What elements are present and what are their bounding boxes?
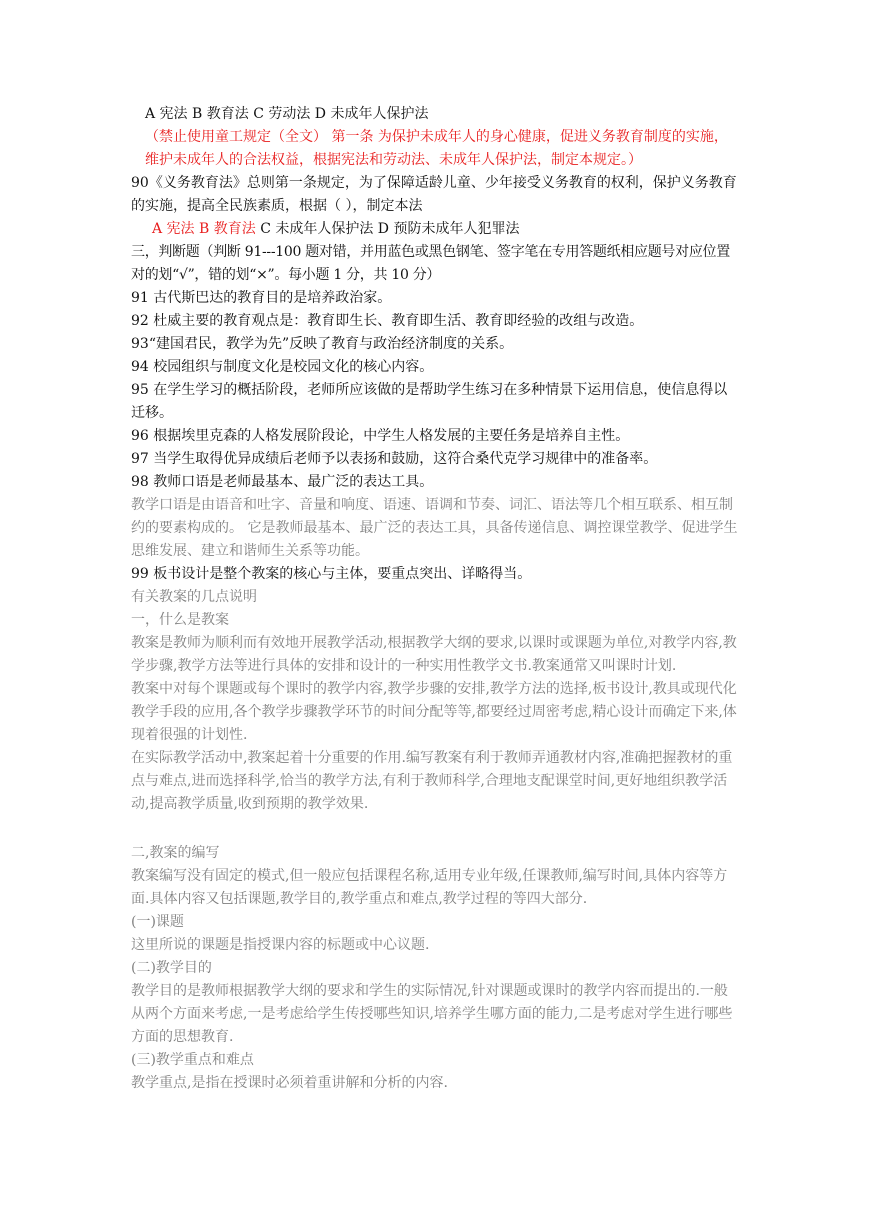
judgment-97: 97 当学生取得优异成绩后老师予以表扬和鼓励，这符合桑代克学习规律中的准备率。 [131,451,658,467]
judgment-99: 99 板书设计是整个教案的核心与主体，要重点突出、详略得当。 [131,566,532,582]
part2-heading: 二,教案的编写 [131,845,220,861]
q89-options: A 宪法 B 教育法 C 劳动法 D 未成年人保护法 [145,106,429,122]
sub2-text: 教学目的是教师根据教学大纲的要求和学生的实际情况,针对课题或课时的教学内容而提出的.一般从两个方面来考虑,一是考虑给学生传授哪些知识,培养学生哪方面的能力,二是考虑对学生进行哪些方面的思想教育. [131,983,733,1045]
part1-paragraph-1: 教案是教师为顺利而有效地开展教学活动,根据教学大纲的要求,以课时或课题为单位,对教学内容,教学步骤,教学方法等进行具体的安排和设计的一种实用性教学文书.教案通常又叫课时计划. [131,635,737,674]
judgment-93: 93“建国君民，教学为先”反映了教育与政治经济制度的关系。 [131,336,514,352]
judgment-94: 94 校园组织与制度文化是校园文化的核心内容。 [131,359,434,375]
judgment-98: 98 教师口语是老师最基本、最广泛的表达工具。 [131,474,434,490]
appendix-title: 有关教案的几点说明 [131,589,257,605]
judgment-98-note: 教学口语是由语音和吐字、音量和响度、语速、语调和节奏、词汇、语法等几个相互联系、相互制约的要素构成的。 它是教师最基本、最广泛的表达工具，具备传递信息、调控课堂教学、促进学生思维发展、建立和谐师生关系等功能。 [131,497,738,559]
judgment-96: 96 根据埃里克森的人格发展阶段论，中学生人格发展的主要任务是培养自主性。 [131,428,630,444]
sub2-heading: (二)教学目的 [131,960,212,976]
blank-line [131,816,741,842]
q90-question: 90《义务教育法》总则第一条规定，为了保障适龄儿童、少年接受义务教育的权利，保护义务教育的实施，提高全民族素质，根据（ ），制定本法 [131,175,737,214]
part1-paragraph-3: 在实际教学活动中,教案起着十分重要的作用.编写教案有利于教师弄通教材内容,准确把握教材的重点与难点,进而选择科学,恰当的教学方法,有利于教师科学,合理地支配课堂时间,更好地组织教学活动,提高教学质量,收到预期的教学效果. [131,750,733,812]
part1-heading: 一，什么是教案 [131,612,229,628]
section3-heading: 三，判断题（判断 91---100 题对错，并用蓝色或黑色钢笔、签字笔在专用答题纸相应题号对应位置对的划“√”，错的划“×”。每小题 1 分，共 10 分） [131,244,730,283]
sub1-heading: (一)课题 [131,914,184,930]
q90-answer-options: A 宪法 B 教育法 [152,221,256,237]
sub3-text: 教学重点,是指在授课时必须着重讲解和分析的内容. [131,1075,448,1091]
part2-paragraph-1: 教案编写没有固定的模式,但一般应包括课程名称,适用专业年级,任课教师,编写时间,具体内容等方面.具体内容又包括课题,教学目的,教学重点和难点,教学过程的等四大部分. [131,868,728,907]
judgment-92: 92 杜威主要的教育观点是：教育即生长、教育即生活、教育即经验的改组与改造。 [131,313,644,329]
q89-answer-note: （禁止使用童工规定（全文） 第一条 为保护未成年人的身心健康，促进义务教育制度的实施，维护未成年人的合法权益，根据宪法和劳动法、未成年人保护法，制定本规定。） [145,129,728,168]
sub1-text: 这里所说的课题是指授课内容的标题或中心议题. [131,937,430,953]
judgment-91: 91 古代斯巴达的教育目的是培养政治家。 [131,290,392,306]
q90-options [131,218,741,241]
part1-paragraph-2: 教案中对每个课题或每个课时的教学内容,教学步骤的安排,教学方法的选择,板书设计,教具或现代化教学手段的应用,各个教学步骤教学环节的时间分配等等,都要经过周密考虑,精心设计而确定下来,体现着很强的计划性. [131,681,737,743]
sub3-heading: (三)教学重点和难点 [131,1052,254,1068]
q90-other-options: C 未成年人保护法 D 预防未成年人犯罪法 [255,221,520,237]
judgment-95: 95 在学生学习的概括阶段，老师所应该做的是帮助学生练习在多种情景下运用信息，使信息得以迁移。 [131,382,728,421]
document-page [131,103,741,1095]
